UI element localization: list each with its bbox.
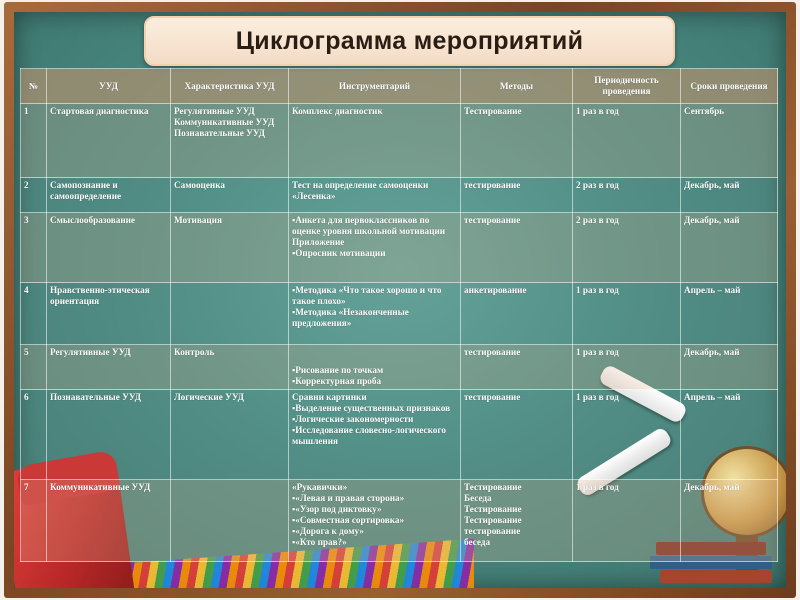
cell-terms: Сентябрь	[681, 104, 778, 178]
cell-methods-line: тестирование	[464, 526, 521, 536]
cell-methods-line: Тестирование	[464, 504, 522, 514]
header-methods: Методы	[461, 69, 573, 104]
cell-num: 1	[21, 104, 47, 178]
cell-tools-line: Комплекс диагностик	[292, 106, 383, 116]
cell-methods	[461, 283, 573, 345]
table-row	[21, 480, 778, 562]
cell-methods-line: Беседа	[464, 493, 492, 503]
cell-terms: Декабрь, май	[681, 213, 778, 283]
cell-tools-line: ▪«Левая и правая сторона»	[292, 493, 405, 503]
cell-methods-line: Тестирование	[464, 482, 522, 492]
cell-methods	[461, 480, 573, 562]
cell-tools-line: «Рукавички»	[292, 482, 348, 492]
cell-characteristics-line: Мотивация	[174, 215, 222, 225]
cell-terms: Апрель – май	[681, 283, 778, 345]
cell-period: 1 раз в год	[573, 345, 681, 390]
cell-uud: Регулятивные УУД	[47, 345, 171, 390]
cell-period: 1 раз в год	[573, 283, 681, 345]
cell-num: 4	[21, 283, 47, 345]
cell-period: 1 раз в год	[573, 104, 681, 178]
cell-characteristics-line: Познавательные УУД	[174, 128, 265, 138]
cell-characteristics-line: Контроль	[174, 347, 215, 357]
cell-period: 2 раз в год	[573, 178, 681, 213]
cell-tools-line: ▪«Кто прав?»	[292, 537, 347, 547]
cell-uud: Коммуникативные УУД	[47, 480, 171, 562]
cell-characteristics	[171, 213, 289, 283]
cell-methods-line: беседа	[464, 537, 491, 547]
cell-methods	[461, 178, 573, 213]
cell-tools-line: Тест на определение самооценки «Лесенка»	[292, 180, 429, 201]
table-row	[21, 390, 778, 480]
cell-tools	[289, 104, 461, 178]
table-row	[21, 213, 778, 283]
cell-num: 3	[21, 213, 47, 283]
cell-characteristics	[171, 178, 289, 213]
cell-methods	[461, 390, 573, 480]
cell-characteristics	[171, 480, 289, 562]
cell-methods-line: Тестирование	[464, 106, 522, 116]
cell-num: 7	[21, 480, 47, 562]
cell-num: 2	[21, 178, 47, 213]
cell-characteristics-line: Логические УУД	[174, 392, 244, 402]
cell-characteristics	[171, 283, 289, 345]
cell-uud: Нравственно-этическая ориентация	[47, 283, 171, 345]
table-row	[21, 104, 778, 178]
cell-tools-line: ▪Корректурная проба	[292, 376, 382, 386]
cell-terms: Декабрь, май	[681, 178, 778, 213]
cell-methods	[461, 345, 573, 390]
table-row	[21, 345, 778, 390]
header-characteristics: Характеристика УУД	[171, 69, 289, 104]
header-num: №	[21, 69, 47, 104]
cell-methods-line: Тестирование	[464, 515, 522, 525]
cell-methods-line: тестирование	[464, 347, 521, 357]
cell-tools	[289, 345, 461, 390]
cell-characteristics	[171, 390, 289, 480]
cell-num: 5	[21, 345, 47, 390]
cell-tools-line: ▪Исследование словесно-логического мышления	[292, 425, 446, 446]
cell-methods-line: тестирование	[464, 180, 521, 190]
cell-tools-line: ▪«Дорога к дому»	[292, 526, 364, 536]
cell-terms: Апрель – май	[681, 390, 778, 480]
header-period: Периодичность проведения	[573, 69, 681, 104]
cell-tools-line: ▪Выделение существенных признаков	[292, 403, 451, 413]
cell-characteristics-line: Коммуникативные УУД	[174, 117, 275, 127]
cell-tools-line: ▪Рисование по точкам	[292, 365, 384, 375]
page-title: Циклограмма мероприятий	[235, 26, 584, 55]
cell-uud: Познавательные УУД	[47, 390, 171, 480]
cell-methods	[461, 104, 573, 178]
cell-tools-line: ▪«Совместная сортировка»	[292, 515, 405, 525]
cell-tools	[289, 390, 461, 480]
header-uud: УУД	[47, 69, 171, 104]
table-row	[21, 178, 778, 213]
cell-tools	[289, 213, 461, 283]
cell-tools	[289, 178, 461, 213]
cell-tools	[289, 283, 461, 345]
cell-period: 2 раз в год	[573, 213, 681, 283]
page-title-box	[144, 16, 675, 66]
cell-period: 1 раз в год	[573, 480, 681, 562]
cell-num: 6	[21, 390, 47, 480]
cell-characteristics	[171, 345, 289, 390]
cell-uud: Самопознание и самоопределение	[47, 178, 171, 213]
cell-tools-line: Сравни картинки	[292, 392, 367, 402]
table-body	[21, 104, 778, 562]
cell-tools-line: ▪Методика «Что такое хорошо и что такое плохо»	[292, 285, 442, 306]
header-terms: Сроки проведения	[681, 69, 778, 104]
header-tools: Инструментарий	[289, 69, 461, 104]
cell-tools-line: ▪«Узор под диктовку»	[292, 504, 382, 514]
cell-methods-line: тестирование	[464, 215, 521, 225]
cell-tools-line: ▪Анкета для первоклассников по оценке уровня школьной мотивации	[292, 215, 446, 236]
cell-period: 1 раз в год	[573, 390, 681, 480]
table-header-row	[21, 69, 778, 104]
cell-uud: Стартовая диагностика	[47, 104, 171, 178]
cell-uud: Смыслообразование	[47, 213, 171, 283]
cell-tools-line: Приложение	[292, 237, 345, 247]
cell-tools-line: ▪Методика «Незаконченные предложения»	[292, 307, 409, 328]
cell-methods-line: анкетирование	[464, 285, 527, 295]
cell-terms: Декабрь, май	[681, 345, 778, 390]
cell-tools-line: ▪Логические закономерности	[292, 414, 414, 424]
cell-characteristics	[171, 104, 289, 178]
cell-methods	[461, 213, 573, 283]
cell-tools-line: ▪Опросник мотивации	[292, 248, 386, 258]
cell-characteristics-line: Регулятивные УУД	[174, 106, 255, 116]
cell-terms: Декабрь, май	[681, 480, 778, 562]
cell-methods-line: тестирование	[464, 392, 521, 402]
cyclogram-table	[20, 68, 778, 562]
cell-tools	[289, 480, 461, 562]
table-row	[21, 283, 778, 345]
cell-characteristics-line: Самооценка	[174, 180, 225, 190]
